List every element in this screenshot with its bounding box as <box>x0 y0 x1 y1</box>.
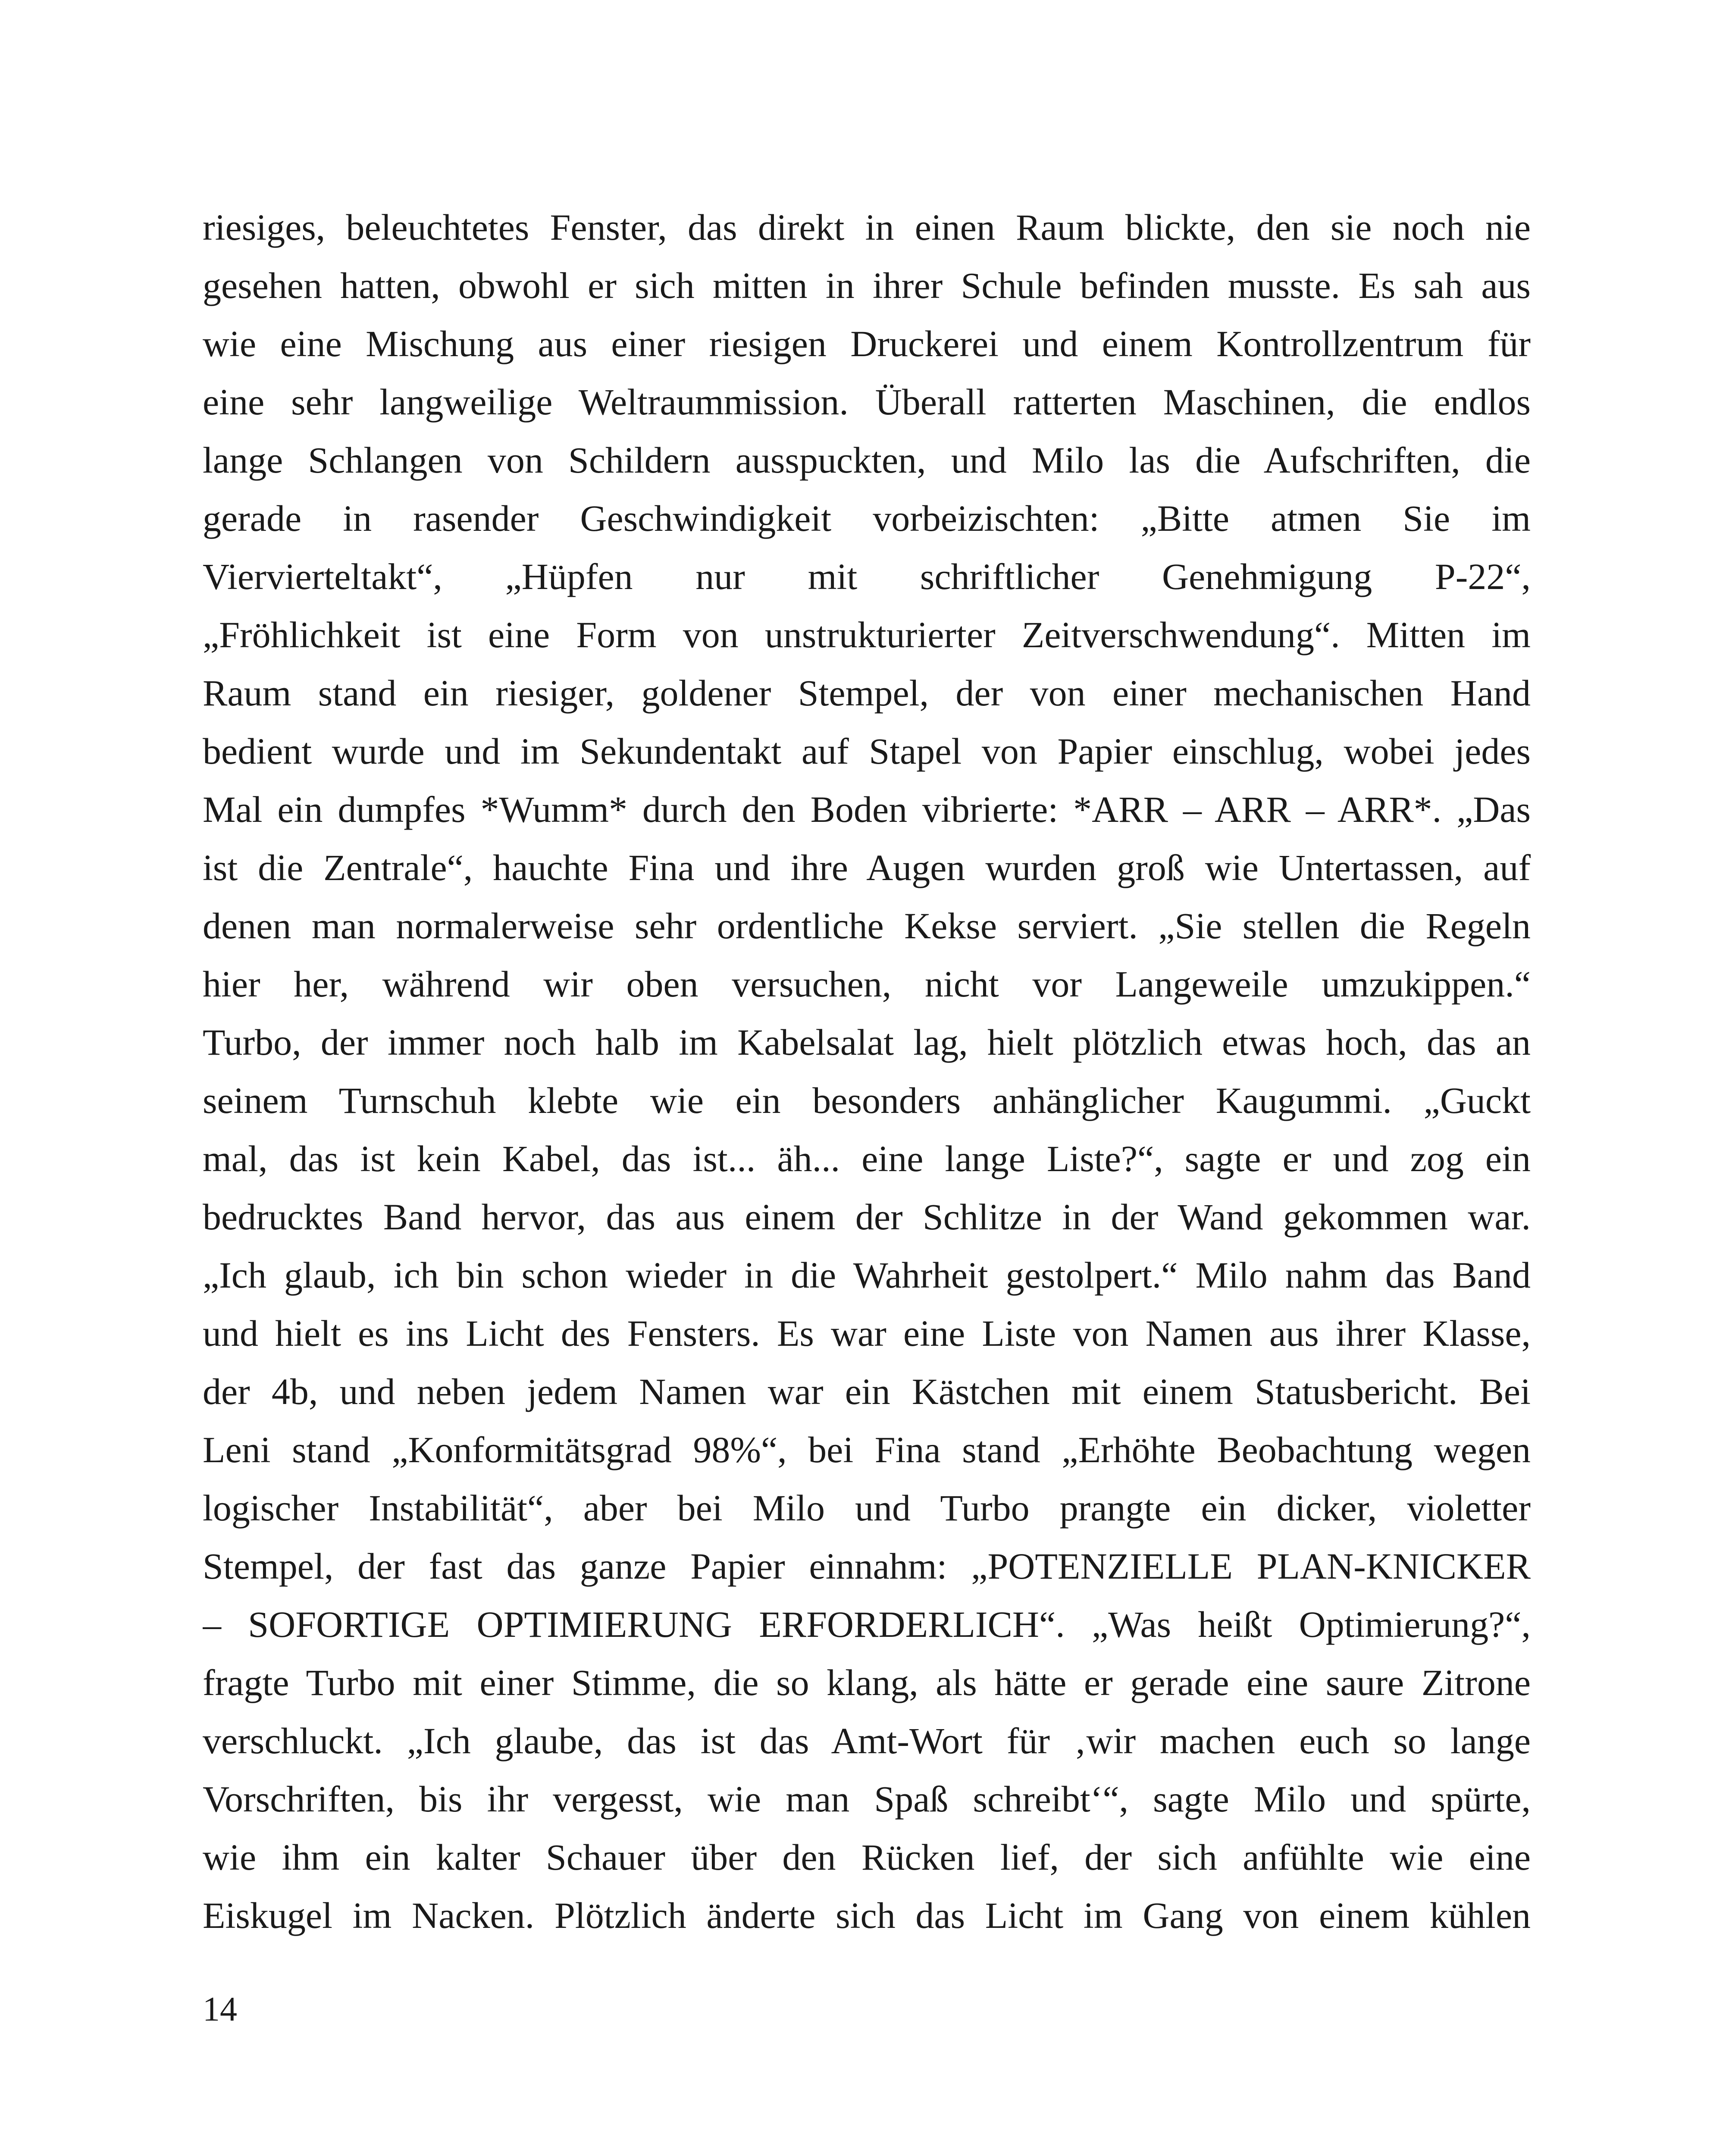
text-line: gerade in rasender Geschwindigkeit vorbeizischten: „Bitte atmen Sie im <box>203 498 1531 539</box>
text-line: hier her, während wir oben versuchen, nicht vor Langeweile umzukippen.“ <box>203 963 1531 1005</box>
text-line: wie ihm ein kalter Schauer über den Rücken lief, der sich anfühlte wie eine <box>203 1836 1531 1878</box>
text-line: bedient wurde und im Sekundentakt auf Stapel von Papier einschlug, wobei jedes <box>203 730 1531 772</box>
text-line: denen man normalerweise sehr ordentliche Kekse serviert. „Sie stellen die Regeln <box>203 905 1531 946</box>
text-line: der 4b, und neben jedem Namen war ein Kästchen mit einem Statusbericht. Bei <box>203 1371 1531 1412</box>
text-line: mal, das ist kein Kabel, das ist... äh... eine lange Liste?“, sagte er und zog ein <box>203 1138 1531 1179</box>
text-line: verschluckt. „Ich glaube, das ist das Amt-Wort für ‚wir machen euch so lange <box>203 1720 1531 1761</box>
text-line: logischer Instabilität“, aber bei Milo und Turbo prangte ein dicker, violetter <box>203 1487 1531 1529</box>
text-line: fragte Turbo mit einer Stimme, die so klang, als hätte er gerade eine saure Zitrone <box>203 1662 1531 1703</box>
body-text <box>203 198 1531 1945</box>
text-line: seinem Turnschuh klebte wie ein besonders anhänglicher Kaugummi. „Guckt <box>203 1080 1531 1121</box>
text-line: ist die Zentrale“, hauchte Fina und ihre Augen wurden groß wie Untertassen, auf <box>203 847 1531 888</box>
text-line: Leni stand „Konformitätsgrad 98%“, bei Fina stand „Erhöhte Beobachtung wegen <box>203 1429 1531 1470</box>
text-line: Raum stand ein riesiger, goldener Stempel, der von einer mechanischen Hand <box>203 672 1531 714</box>
text-line: Mal ein dumpfes *Wumm* durch den Boden vibrierte: *ARR – ARR – ARR*. „Das <box>203 789 1531 830</box>
page-number: 14 <box>203 1990 237 2028</box>
text-line: Eiskugel im Nacken. Plötzlich änderte sich das Licht im Gang von einem kühlen <box>203 1895 1531 1936</box>
text-line: und hielt es ins Licht des Fensters. Es war eine Liste von Namen aus ihrer Klasse, <box>203 1313 1531 1354</box>
text-line: bedrucktes Band hervor, das aus einem der Schlitze in der Wand gekommen war. <box>203 1196 1531 1238</box>
text-line: Vorschriften, bis ihr vergesst, wie man Spaß schreibt‘“, sagte Milo und spürte, <box>203 1778 1531 1820</box>
text-line: Viervierteltakt“, „Hüpfen nur mit schriftlicher Genehmigung P-22“, <box>203 556 1531 597</box>
text-line: „Ich glaub, ich bin schon wieder in die Wahrheit gestolpert.“ Milo nahm das Band <box>203 1254 1531 1296</box>
text-line: riesiges, beleuchtetes Fenster, das direkt in einen Raum blickte, den sie noch nie <box>203 207 1531 248</box>
text-line: wie eine Mischung aus einer riesigen Druckerei und einem Kontrollzentrum für <box>203 323 1531 364</box>
text-line: Stempel, der fast das ganze Papier einnahm: „POTENZIELLE PLAN-KNICKER <box>203 1545 1531 1587</box>
text-line: – SOFORTIGE OPTIMIERUNG ERFORDERLICH“. „Was heißt Optimierung?“, <box>203 1604 1531 1645</box>
text-line: lange Schlangen von Schildern ausspuckten, und Milo las die Aufschriften, die <box>203 439 1531 481</box>
text-line: Turbo, der immer noch halb im Kabelsalat lag, hielt plötzlich etwas hoch, das an <box>203 1022 1531 1063</box>
text-line: „Fröhlichkeit ist eine Form von unstrukturierter Zeitverschwendung“. Mitten im <box>203 614 1531 655</box>
text-line: eine sehr langweilige Weltraummission. Überall ratterten Maschinen, die endlos <box>203 381 1531 423</box>
text-line: gesehen hatten, obwohl er sich mitten in ihrer Schule befinden musste. Es sah aus <box>203 265 1531 306</box>
